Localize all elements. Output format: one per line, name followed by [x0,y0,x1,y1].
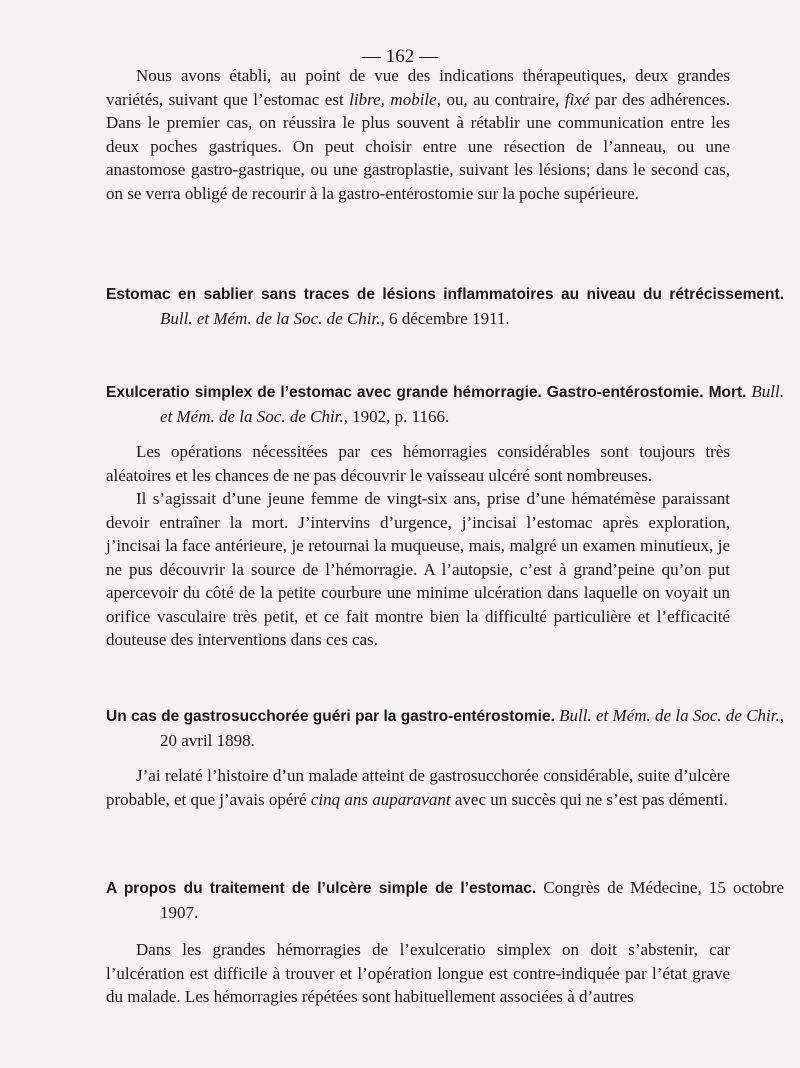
entry-paragraph-2b: Il s’agissait d’une jeune femme de vingt-six ans, prise d’une hématémèse paraissant devoir entraîner la mort. J’intervins d’urgence, j’incisai l’estomac après exploration, j’incisai la face antérieure, je retournai la muqueuse, mais, malgré un examen minutieux, je ne pus découvrir la source de l’hémorragie. A l’autopsie, c’est à grand’peine qu’on put apercevoir du côté de la petite courbure une minime ulcération dans laquelle on voyait un orifice vasculaire très petit, et ce fait montre bien la difficulté particulière et l’efficacité douteuse des interventions dans ces cas. [106,489,730,649]
entry-paragraph-3 [106,764,730,811]
entry-heading-3 [106,704,784,752]
intro-emphasis-1: libre [349,89,381,109]
entry-heading-1 [106,282,784,330]
entry-paragraph-3-text-1: J’ai relaté l’histoire d’un malade atteint de gastrosucchorée considérable, suite d’ulcère probable, et que j’avais opéré [106,766,730,809]
entry-title-2: Exulceratio simplex de l’estomac avec grande hémorragie. Gastro-entérostomie. Mort. [106,384,747,401]
intro-emphasis-2: mobile [390,89,437,109]
entry-heading-2 [106,380,784,428]
intro-text-2: , [380,89,391,109]
entry-title-1: Estomac en sablier sans traces de lésions inflammatoires au niveau du rétrécissement. [106,286,784,303]
entry-heading-4 [106,876,784,924]
entry-paragraph-4: Dans les grandes hémorragies de l’exulceratio simplex on doit s’abstenir, car l’ulcération est difficile à trouver et l’opération longue est contre-indiquée par l’état grave du malade. Les hémorragies répétées sont habituellement associées à d’autres [106,940,730,1006]
intro-emphasis-3: fixé [564,89,590,109]
entry-date-2: , 1902, p. 1166. [343,406,450,426]
entry-date-3: , 20 avril 1898. [160,706,784,750]
entry-date-1: , 6 décembre 1911. [380,308,510,328]
entry-paragraph-3-text-2: avec un succès qui ne s’est pas démenti. [450,789,728,809]
entry-venue-4: Congrès de Médecine, 15 octobre 1907. [160,878,785,922]
entry-paragraph-2a: Les opérations nécessitées par ces hémorragies considérables sont toujours très aléatoires et les chances de ne pas découvrir le vaisseau ulcéré sont nombreuses. [106,442,730,485]
intro-text-4: par des adhérences. Dans le premier cas, on réussira le plus souvent à rétablir une communication entre les deux poches gastriques. On peut choisir entre une résection de l’anneau, ou une anastomose gastro-gastrique, ou une gastroplastie, suivant les lésions; dans le second cas, on se verra obligé de recourir à la gastro-entérostomie sur la poche supérieure. [106,89,731,203]
entry-paragraph-3-emphasis: cinq ans auparavant [310,789,451,809]
entry-citation-1: Bull. et Mém. de la Soc. de Chir. [160,308,381,328]
page-number: — 162 — [362,46,438,67]
entry-title-4: A propos du traitement de l’ulcère simple de l’estomac. [106,880,537,897]
intro-text-3: , ou, au contraire, [436,89,565,109]
entry-title-3: Un cas de gastrosucchorée guéri par la gastro-entérostomie. [106,708,555,725]
entry-citation-3: Bull. et Mém. de la Soc. de Chir. [554,706,780,725]
intro-paragraph [106,64,730,205]
entry-citation-2: Bull. et Mém. de la Soc. de Chir. [160,382,784,426]
intro-text-1: Nous avons établi, au point de vue des indications thérapeutiques, deux grandes variétés, suivant que l’estomac est [106,66,730,109]
